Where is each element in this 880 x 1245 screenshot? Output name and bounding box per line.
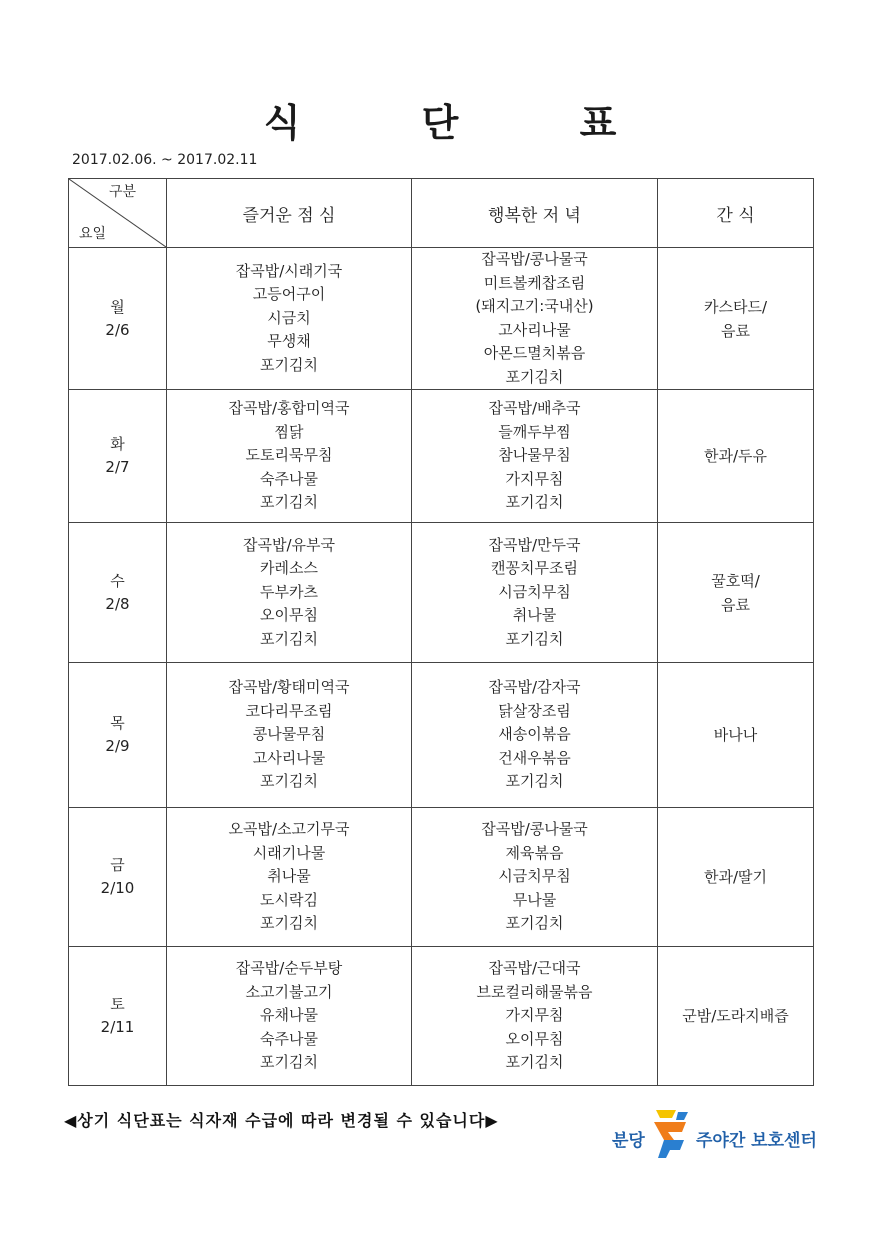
lunch-item: 포기김치 xyxy=(260,1053,318,1072)
lunch-item: 포기김치 xyxy=(260,772,318,791)
date-label: 2/9 xyxy=(105,737,130,755)
date-label: 2/8 xyxy=(105,594,130,613)
table-row xyxy=(69,390,814,523)
dinner-item: 포기김치 xyxy=(505,772,564,791)
lunch-item: 코다리무조림 xyxy=(245,701,333,720)
snack-item: 한과/두유 xyxy=(703,447,767,465)
lunch-item: 유채나물 xyxy=(260,1006,318,1025)
snack-item: 바나나 xyxy=(713,726,758,744)
dinner-cell xyxy=(412,390,658,523)
weekday-label: 화 xyxy=(110,435,125,453)
dinner-item: 잡곡밥/배추국 xyxy=(488,399,581,418)
dinner-header: 행복한 저 녁 xyxy=(412,179,658,248)
lunch-item: 고사리나물 xyxy=(252,748,326,767)
date-label: 2/6 xyxy=(105,320,130,339)
dinner-item: 참나물무침 xyxy=(498,446,571,465)
lunch-item: 찜닭 xyxy=(274,422,304,441)
lunch-item: 시래기나물 xyxy=(252,843,326,862)
lunch-item: 도시락김 xyxy=(260,890,318,909)
lunch-cell xyxy=(167,808,412,947)
lunch-item: 잡곡밥/홍합미역국 xyxy=(228,399,350,418)
dinner-item: 건새우볶음 xyxy=(498,748,571,767)
dinner-cell xyxy=(412,523,658,663)
dinner-cell xyxy=(412,947,658,1086)
snack-item: 한과/딸기 xyxy=(703,868,767,886)
dinner-item: 포기김치 xyxy=(505,367,564,386)
logo-mark-icon xyxy=(650,1106,694,1162)
day-cell xyxy=(69,947,167,1086)
lunch-item: 포기김치 xyxy=(260,493,318,512)
lunch-item: 포기김치 xyxy=(260,355,318,374)
lunch-item: 포기김치 xyxy=(260,914,318,933)
menu-table xyxy=(68,178,814,1086)
dinner-item: 잡곡밥/감자국 xyxy=(488,678,581,697)
notice-text: ◀상기 식단표는 식자재 수급에 따라 변경될 수 있습니다▶ xyxy=(64,1111,499,1130)
day-cell xyxy=(69,663,167,808)
weekday-label: 수 xyxy=(110,571,125,590)
lunch-cell xyxy=(167,248,412,390)
dinner-item: 가지무침 xyxy=(505,469,564,488)
lunch-item: 잡곡밥/시래기국 xyxy=(235,261,343,280)
dinner-cell xyxy=(412,248,658,390)
snack-cell xyxy=(658,808,814,947)
dinner-item: 잡곡밥/근대국 xyxy=(488,959,581,978)
snack-item: 음료 xyxy=(721,595,750,614)
dinner-item: 무나물 xyxy=(512,890,557,909)
lunch-cell xyxy=(167,663,412,808)
lunch-item: 도토리묵무침 xyxy=(245,446,333,465)
lunch-item: 시금치 xyxy=(267,308,311,327)
lunch-header: 즐거운 점 심 xyxy=(167,179,412,248)
weekday-label: 월 xyxy=(110,297,125,316)
weekday-label: 토 xyxy=(110,995,125,1013)
date-range: 2017.02.06. ~ 2017.02.11 xyxy=(72,152,258,168)
snack-cell xyxy=(658,390,814,523)
dinner-cell xyxy=(412,663,658,808)
lunch-item: 오이무침 xyxy=(260,606,318,625)
snack-item: 군밤/도라지배즙 xyxy=(682,1007,789,1025)
lunch-item: 두부카츠 xyxy=(260,582,318,601)
dinner-item: 시금치무침 xyxy=(498,867,571,886)
lunch-item: 소고기불고기 xyxy=(245,982,333,1001)
weekday-label: 목 xyxy=(110,714,125,732)
dinner-item: 새송이볶음 xyxy=(498,725,571,744)
dinner-item: 잡곡밥/콩나물국 xyxy=(481,820,588,839)
table-row xyxy=(69,248,814,390)
snack-cell xyxy=(658,248,814,390)
center-logo xyxy=(612,1100,822,1160)
day-cell xyxy=(69,248,167,390)
table-row xyxy=(69,523,814,663)
dinner-item: 가지무침 xyxy=(505,1006,564,1025)
logo-text-center: 주야간 보호센터 xyxy=(696,1131,817,1151)
corner-header-cell xyxy=(69,179,167,248)
dinner-item: 잡곡밥/콩나물국 xyxy=(481,250,588,268)
dinner-item: 미트볼케찹조림 xyxy=(483,273,586,292)
day-cell xyxy=(69,808,167,947)
date-label: 2/7 xyxy=(105,458,130,476)
snack-item: 꿀호떡/ xyxy=(711,571,760,590)
table-row xyxy=(69,947,814,1086)
lunch-item: 취나물 xyxy=(267,867,311,886)
weekday-label: 금 xyxy=(110,856,125,874)
lunch-item: 잡곡밥/순두부탕 xyxy=(235,959,343,978)
lunch-item: 카레소스 xyxy=(260,559,318,578)
date-label: 2/11 xyxy=(100,1018,135,1036)
lunch-item: 잡곡밥/황태미역국 xyxy=(228,678,350,697)
snack-cell xyxy=(658,523,814,663)
day-cell xyxy=(69,390,167,523)
snack-header: 간 식 xyxy=(658,179,814,248)
lunch-item: 고등어구이 xyxy=(252,285,326,304)
lunch-item: 콩나물무침 xyxy=(252,725,326,744)
dinner-item: 잡곡밥/만두국 xyxy=(488,535,581,554)
lunch-item: 오곡밥/소고기무국 xyxy=(228,820,350,839)
lunch-cell xyxy=(167,523,412,663)
day-cell xyxy=(69,523,167,663)
snack-cell xyxy=(658,663,814,808)
snack-item: 음료 xyxy=(721,321,750,340)
corner-label-category: 구분 xyxy=(108,184,136,200)
dinner-item: 브로컬리해물볶음 xyxy=(476,982,593,1001)
dinner-item: 취나물 xyxy=(512,606,557,625)
lunch-cell xyxy=(167,390,412,523)
table-row xyxy=(69,663,814,808)
lunch-item: 숙주나물 xyxy=(260,1029,318,1048)
dinner-item: 오이무침 xyxy=(505,1029,564,1048)
dinner-item: 포기김치 xyxy=(505,1053,564,1072)
lunch-item: 숙주나물 xyxy=(260,469,318,488)
dinner-item: 닭살장조림 xyxy=(498,701,571,720)
dinner-item: 제육볶음 xyxy=(505,843,564,862)
page-title: 식 단 표 xyxy=(263,101,671,145)
logo-text-bundang: 분당 xyxy=(612,1131,645,1151)
dinner-item: 고사리나물 xyxy=(498,320,571,339)
snack-cell xyxy=(658,947,814,1086)
dinner-item: 아몬드멸치볶음 xyxy=(483,344,586,362)
date-label: 2/10 xyxy=(100,879,135,897)
lunch-item: 잡곡밥/유부국 xyxy=(243,535,335,554)
lunch-item: 포기김치 xyxy=(260,629,318,648)
lunch-item: 무생채 xyxy=(267,332,311,351)
dinner-item: (돼지고기:국내산) xyxy=(475,297,594,315)
lunch-cell xyxy=(167,947,412,1086)
table-header-row xyxy=(69,179,814,248)
dinner-cell xyxy=(412,808,658,947)
dinner-item: 들깨두부찜 xyxy=(498,422,571,441)
dinner-item: 포기김치 xyxy=(505,629,564,648)
dinner-item: 시금치무침 xyxy=(498,582,571,601)
snack-item: 카스타드/ xyxy=(703,297,767,316)
corner-label-weekday: 요일 xyxy=(79,226,107,242)
dinner-item: 포기김치 xyxy=(505,914,564,933)
dinner-item: 포기김치 xyxy=(505,493,564,512)
dinner-item: 캔꽁치무조림 xyxy=(491,559,578,578)
table-row xyxy=(69,808,814,947)
